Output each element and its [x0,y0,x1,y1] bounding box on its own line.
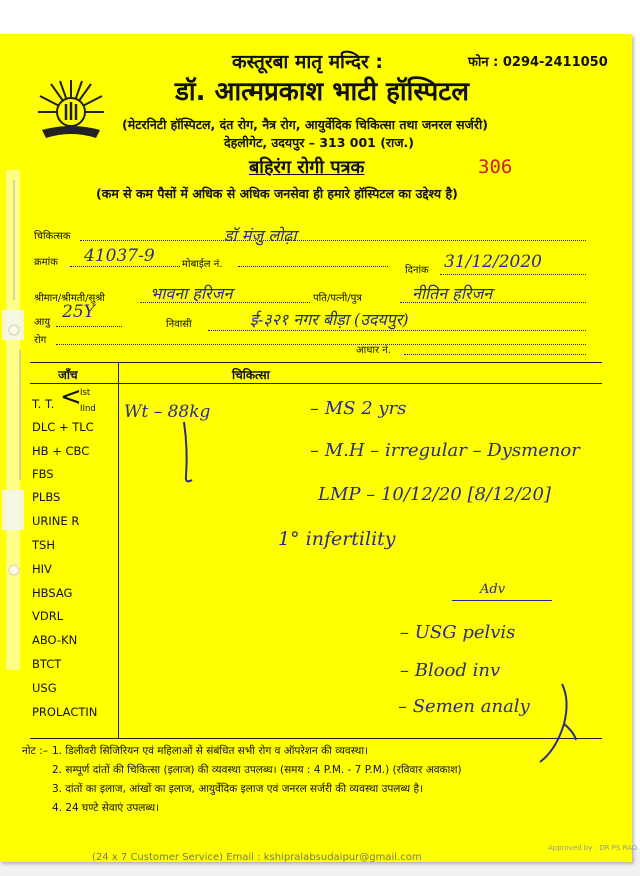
test-item: PLBS [32,490,61,504]
approved-by: Approved by : DR PS RAO [548,844,638,852]
date-label: दिनांक [405,265,429,276]
treatment-line: – Blood inv [400,660,501,681]
reg-no-rule [70,266,180,267]
age-value: 25Y [62,302,95,322]
serial-number: 306 [478,156,513,178]
table-column-divider [118,362,119,738]
table-bottom-rule [30,738,602,739]
test-item: BTCT [32,657,62,671]
resident-rule [208,330,586,331]
relation-rule [400,302,586,303]
trust-name: कस्तूरबा मातृ मन्दिर : [232,51,383,73]
age-label: आयु [34,317,51,328]
advice-underline [452,600,552,601]
test-item: ABO-KN [32,633,78,647]
phone-number: फोन : 0294-2411050 [468,55,608,70]
date-rule [440,274,586,275]
note-item: 1. डिलीवरी सिजिरियन एवं महिलाओं से संबंधित सभी रोग व ऑपरेशन की व्यवस्था। [52,745,369,757]
advice-label: Adv [480,582,506,597]
mobile-rule [238,266,388,267]
motto-line: (कम से कम पैसों में अधिक से अधिक जनसेवा ही हमारे हॉस्पिटल का उद्देश्य है) [96,186,458,201]
age-rule [56,326,122,327]
tt-second-dose: IInd [80,404,96,414]
reg-no-value: 41037-9 [84,246,155,266]
weight-bracket-icon [176,420,206,486]
note-item: 4. 24 घण्टे सेवाएं उपलब्ध। [52,802,160,814]
name-rule [140,302,310,303]
services-line: (मेटरनिटी हॉस्पिटल, दंत रोग, नैत्र रोग, आयुर्वेदिक चिकित्सा तथा जनरल सर्जरी) [122,117,488,132]
hospital-name: डॉ. आत्मप्रकाश भाटी हॉस्पिटल [175,77,470,107]
address-line: देहलीगेट, उदयपुर – 313 001 (राज.) [224,135,415,150]
treatment-weight: Wt – 88kg [124,402,211,422]
note-item: 3. दांतों का इलाज, आंखों का इलाज, आयुर्वेदिक इलाज एवं जनरल सर्जरी की व्यवस्था उपलब्ध है। [52,783,424,795]
test-item: HBSAG [32,586,73,600]
table-top-rule [30,362,602,363]
disease-rule [56,344,586,345]
disease-label: रोग [34,335,47,346]
treatment-line: – Semen analy [398,696,530,717]
test-item: HB + CBC [32,444,90,458]
relation-label: पति/पत्नी/पुत्र [313,293,362,304]
test-item: DLC + TLC [32,420,94,434]
test-item: TSH [32,538,55,552]
mobile-label: मोबाईल नं. [182,259,223,270]
reg-no-label: क्रमांक [34,257,58,268]
notes-title: नोट :– [22,745,48,757]
treatment-column-header: चिकित्सा [232,368,270,382]
treatment-line: – M.H – irregular – Dysmenor [310,440,580,461]
tt-first-dose: Ist [80,388,91,398]
note-item: 2. सम्पूर्ण दांतों की चिकित्सा (इलाज) की व्यवस्था उपलब्ध। (समय : 4 P.M. - 7 P.M.) (रविवार अवकाश) [52,764,462,776]
doctor-value: डॉ मंजु लोढ़ा [224,226,297,245]
resident-label: निवासी [166,319,192,330]
test-item: URINE R [32,514,80,528]
treatment-line: – USG pelvis [400,622,516,643]
patient-name-value: भावना हरिजन [150,284,233,303]
aadhaar-label: आधार नं. [356,345,391,356]
tt-bracket-icon: < [60,382,82,412]
treatment-line: LMP – 10/12/20 [8/12/20] [318,484,551,505]
resident-value: ई-३२१ नगर बीड़ा (उदयपुर) [250,310,409,329]
test-item: USG [32,681,57,695]
customer-service-line: (24 x 7 Customer Service) Email : kshipralabsudaipur@gmail.com [92,852,422,863]
test-item: FBS [32,467,54,481]
tt-label: T. T. [32,397,55,411]
treatment-line: – MS 2 yrs [310,398,407,419]
treatment-line: 1° infertility [278,528,396,550]
form-title: बहिरंग रोगी पत्रक [249,157,365,178]
relation-value: नीतिन हरिजन [412,284,493,303]
file-clip-icon [0,150,34,690]
doctor-rule [80,240,586,241]
test-item: PROLACTIN [32,705,98,719]
test-item: HIV [32,562,52,576]
tests-column-header: जाँच [58,368,78,382]
table-header-rule [30,383,602,384]
aadhaar-rule [404,354,586,355]
signature-stroke-icon [520,680,580,770]
doctor-label: चिकित्सक [34,231,71,242]
test-item: VDRL [32,609,64,623]
date-value: 31/12/2020 [444,252,542,272]
hospital-logo-icon [36,78,106,146]
name-label: श्रीमान/श्रीमती/सुश्री [34,293,105,304]
